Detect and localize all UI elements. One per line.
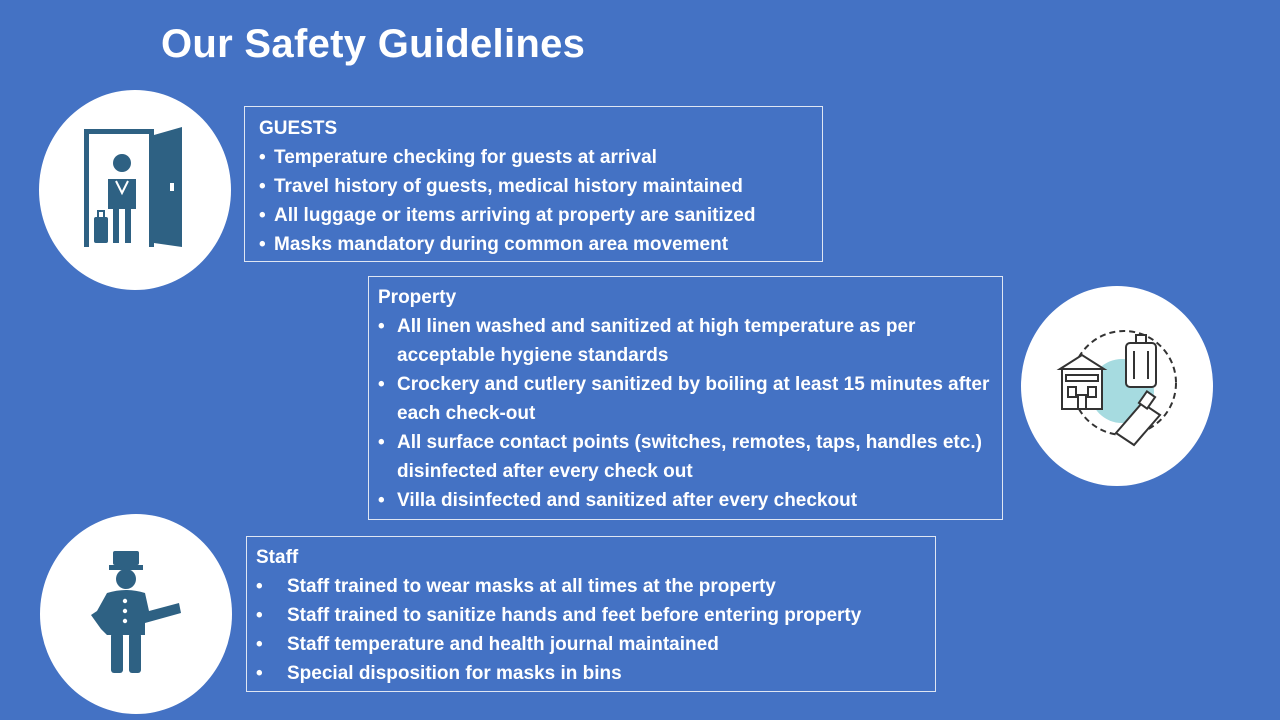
guest-at-door-icon [80,125,190,255]
staff-icon-circle [40,514,232,714]
list-item: • Crockery and cutlery sanitized by boiling at least 15 minutes after each check-out [378,374,990,424]
guests-list [259,143,812,259]
property-list [378,312,994,515]
bellboy-icon [81,549,191,679]
staff-panel [246,536,936,692]
list-item: • All surface contact points (switches, remotes, taps, handles etc.) disinfected after every check out [378,432,982,482]
list-item: • Travel history of guests, medical history maintained [259,176,743,197]
guests-heading: GUESTS [259,118,338,139]
list-item: • Staff temperature and health journal maintained [256,634,719,655]
slide-title: Our Safety Guidelines [161,22,586,66]
staff-list [256,572,925,688]
list-item: • Special disposition for masks in bins [256,663,622,684]
guests-panel [244,106,823,262]
list-item: • Masks mandatory during common area movement [259,234,729,255]
list-item: • Villa disinfected and sanitized after every checkout [378,490,858,511]
property-heading: Property [378,287,457,308]
property-icon-circle [1021,286,1213,486]
guests-icon-circle [39,90,231,290]
list-item: • Staff trained to sanitize hands and feet before entering property [256,605,862,626]
list-item: • Staff trained to wear masks at all times at the property [256,576,776,597]
property-panel [368,276,1003,520]
villa-luggage-sanitize-icon [1052,321,1182,451]
list-item: • All luggage or items arriving at property are sanitized [259,205,756,226]
list-item: • Temperature checking for guests at arrival [259,147,657,168]
list-item: • All linen washed and sanitized at high temperature as per acceptable hygiene standards [378,316,916,366]
staff-heading: Staff [256,547,299,568]
